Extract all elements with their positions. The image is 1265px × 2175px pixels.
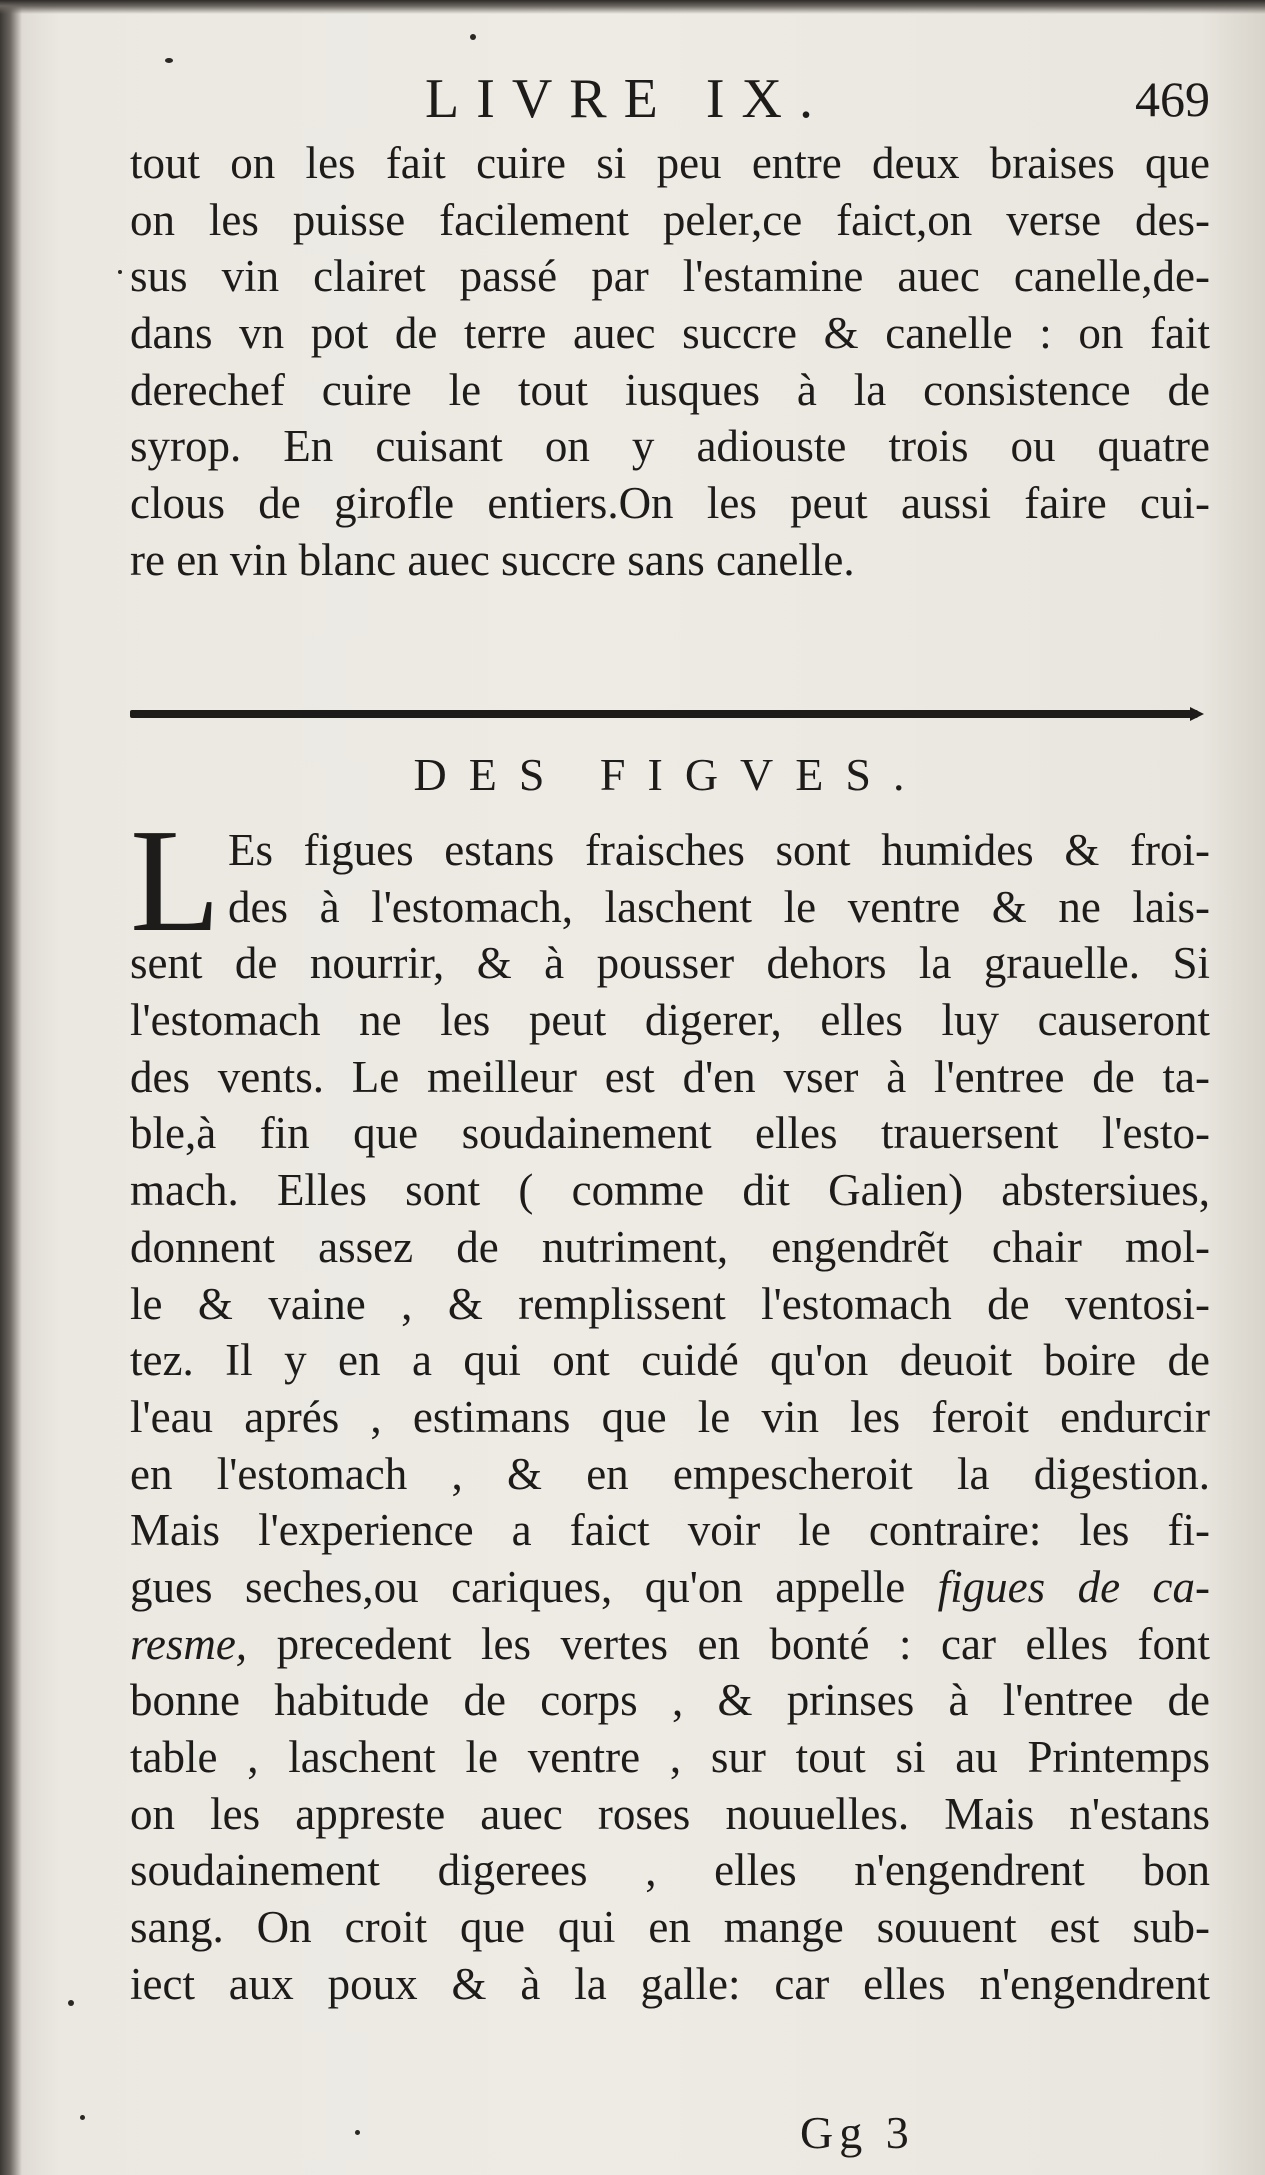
page-number: 469 [1135, 71, 1210, 127]
text-line: tout on les fait cuire si peu entre deux braises que [130, 138, 1210, 188]
text-line: des à l'estomach, laschent le ventre & ne lais- [228, 881, 1210, 932]
ink-speck [68, 2000, 74, 2006]
text-line: Es figues estans fraisches sont humides & froi- [228, 825, 1210, 875]
text-line: donnent assez de nutriment, engendrẽt chair mol- [130, 1221, 1210, 1272]
ink-speck [118, 270, 122, 274]
text-line-with-italic [130, 1559, 1210, 1616]
italic-term: figues de ca- [937, 1561, 1210, 1612]
section-body-text [130, 799, 1210, 2012]
text-line: soudainement digerees , elles n'engendrent bon [130, 1845, 1210, 1896]
italic-term: resme, [130, 1618, 248, 1669]
text-line: sus vin clairet passé par l'estamine auec canelle,de- [130, 251, 1210, 302]
page-header [130, 64, 1210, 134]
ink-speck [165, 58, 173, 63]
text-segment: precedent les vertes en bonté : car elles font [247, 1618, 1210, 1669]
section-divider-rule [130, 710, 1198, 718]
previous-section-text [130, 135, 1210, 589]
text-line: sang. On croit que qui en mange souuent est sub- [130, 1902, 1210, 1953]
running-head: LIVRE IX. [425, 68, 830, 130]
text-line: Mais l'experience a faict voir le contraire: les fi- [130, 1505, 1210, 1556]
text-line: on les appreste auec roses nouuelles. Mais n'estans [130, 1788, 1210, 1839]
text-line: en l'estomach , & en empescheroit la digestion. [130, 1448, 1210, 1499]
ink-speck [80, 2115, 85, 2120]
page-gutter-shadow [0, 0, 22, 2175]
text-line: clous de girofle entiers.On les peut aussi faire cui- [130, 478, 1210, 529]
text-line: l'estomach ne les peut digerer, elles luy causeront [130, 995, 1210, 1046]
text-line: derechef cuire le tout iusques à la consistence de [130, 364, 1210, 415]
text-line: mach. Elles sont ( comme dit Galien) abstersiues, [130, 1165, 1210, 1216]
text-line: iect aux poux & à la galle: car elles n'engendrent [130, 1958, 1210, 2009]
page-top-shadow [0, 0, 1265, 14]
text-line: sent de nourrir, & à pousser dehors la grauelle. Si [130, 938, 1210, 989]
text-segment: gues seches,ou cariques, qu'on appelle [130, 1561, 938, 1612]
section-title: DES FIGVES. [413, 749, 927, 800]
text-line: tez. Il y en a qui ont cuidé qu'on deuoit boire de [130, 1335, 1210, 1386]
text-line: on les puisse facilement peler,ce faict,on verse des- [130, 194, 1210, 245]
ink-speck [355, 2130, 360, 2135]
text-line: syrop. En cuisant on y adiouste trois ou quatre [130, 421, 1210, 472]
text-line: bonne habitude de corps , & prinses à l'entree de [130, 1675, 1210, 1726]
ink-speck [470, 34, 476, 40]
text-line: l'eau aprés , estimans que le vin les feroit endurcir [130, 1391, 1210, 1442]
text-line: table , laschent le ventre , sur tout si au Printemps [130, 1732, 1210, 1782]
text-line: re en vin blanc auec succre sans canelle. [130, 534, 855, 585]
text-line: le & vaine , & remplissent l'estomach de ventosi- [130, 1278, 1210, 1329]
drop-cap: L [130, 799, 221, 963]
text-line: des vents. Le meilleur est d'en vser à l'entree de ta- [130, 1051, 1210, 1102]
text-line: ble,à fin que soudainement elles trauersent l'esto- [130, 1108, 1210, 1159]
section-divider-ornament [1190, 707, 1204, 721]
text-line-with-italic [130, 1616, 1210, 1673]
text-line: dans vn pot de terre auec succre & canelle : on fait [130, 308, 1210, 359]
signature-mark: Gg 3 [800, 2107, 915, 2158]
